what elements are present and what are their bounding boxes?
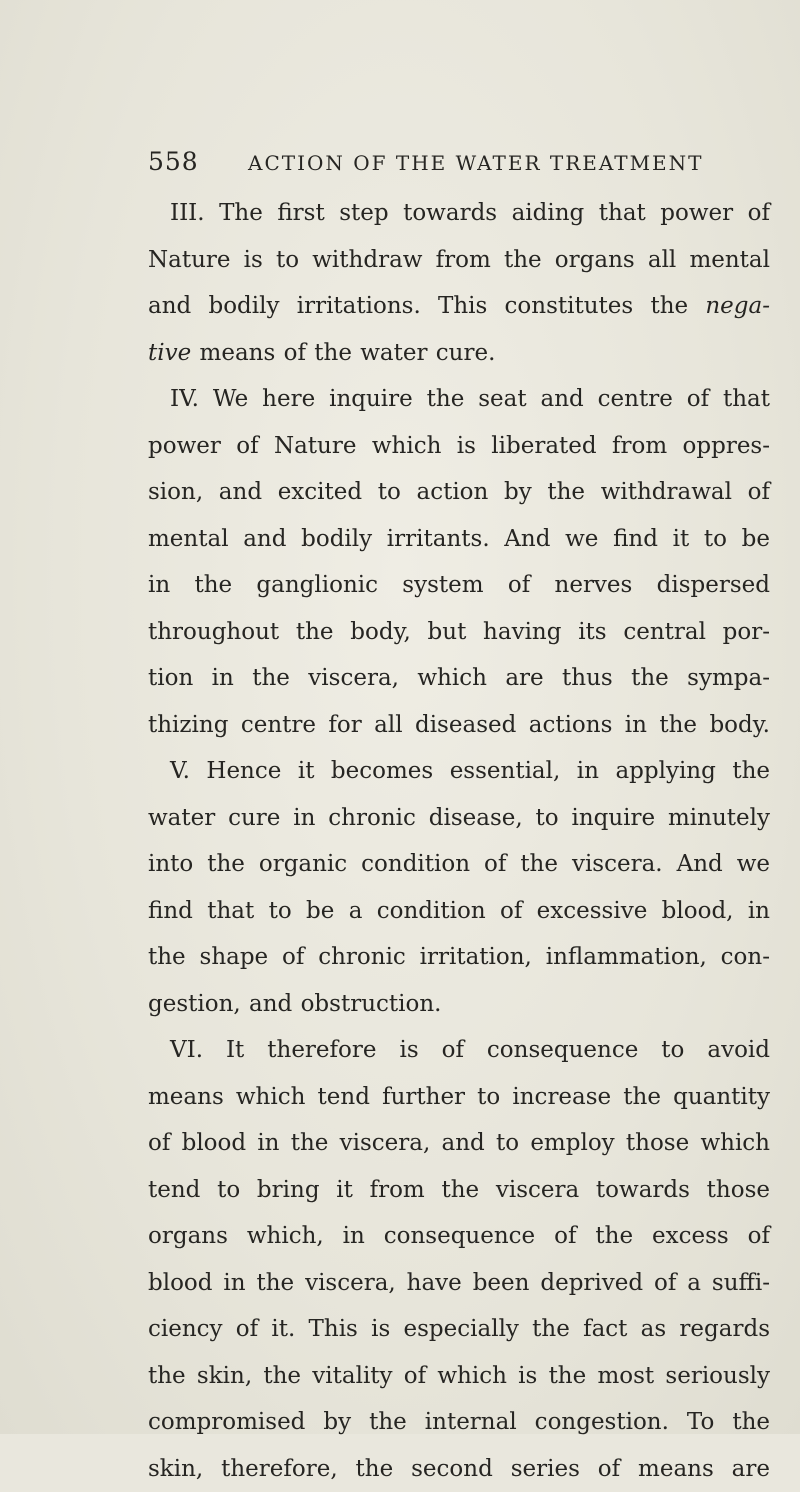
text-line: V. Hence it becomes essential, in applying the <box>148 748 770 795</box>
text-line: tion in the viscera, which are thus the sympa- <box>148 655 770 702</box>
text-line: Nature is to withdraw from the organs all mental <box>148 237 770 284</box>
text-line: of blood in the viscera, and to employ those which <box>148 1120 770 1167</box>
text-line <box>148 283 770 330</box>
running-title: ACTION OF THE WATER TREATMENT <box>248 151 703 175</box>
text-line: power of Nature which is liberated from oppres- <box>148 423 770 470</box>
text-line: mental and bodily irritants. And we find it to be <box>148 516 770 563</box>
italic-word: nega- <box>705 293 770 319</box>
text-line: gestion, and obstruction. <box>148 981 770 1028</box>
text-line: III. The first step towards aiding that power of <box>148 190 770 237</box>
body-text <box>148 190 770 1492</box>
text-line-start: and bodily irritations. This constitutes the <box>148 293 705 319</box>
text-line: into the organic condition of the viscera. And we <box>148 841 770 888</box>
page-number: 558 <box>148 147 240 176</box>
text-line: sion, and excited to action by the withdrawal of <box>148 469 770 516</box>
text-line: blood in the viscera, have been deprived of a suffi- <box>148 1260 770 1307</box>
text-line: skin, therefore, the second series of means are <box>148 1446 770 1492</box>
text-line: ciency of it. This is especially the fact as regards <box>148 1306 770 1353</box>
text-line: water cure in chronic disease, to inquire minutely <box>148 795 770 842</box>
text-line: in the ganglionic system of nerves dispersed <box>148 562 770 609</box>
text-line: find that to be a condition of excessive blood, in <box>148 888 770 935</box>
text-line: VI. It therefore is of consequence to avoid <box>148 1027 770 1074</box>
text-line: the skin, the vitality of which is the most seriously <box>148 1353 770 1400</box>
text-line: means which tend further to increase the quantity <box>148 1074 770 1121</box>
text-line: throughout the body, but having its central por- <box>148 609 770 656</box>
text-line-end: means of the water cure. <box>200 340 496 366</box>
running-head <box>148 147 768 177</box>
text-line: IV. We here inquire the seat and centre of that <box>148 376 770 423</box>
text-line: the shape of chronic irritation, inflammation, con- <box>148 934 770 981</box>
text-line: compromised by the internal congestion. To the <box>148 1399 770 1446</box>
text-line: tend to bring it from the viscera towards those <box>148 1167 770 1214</box>
text-line: organs which, in consequence of the excess of <box>148 1213 770 1260</box>
italic-word: tive <box>148 340 191 366</box>
text-line <box>148 330 770 377</box>
text-line: thizing centre for all diseased actions in the body. <box>148 702 770 749</box>
